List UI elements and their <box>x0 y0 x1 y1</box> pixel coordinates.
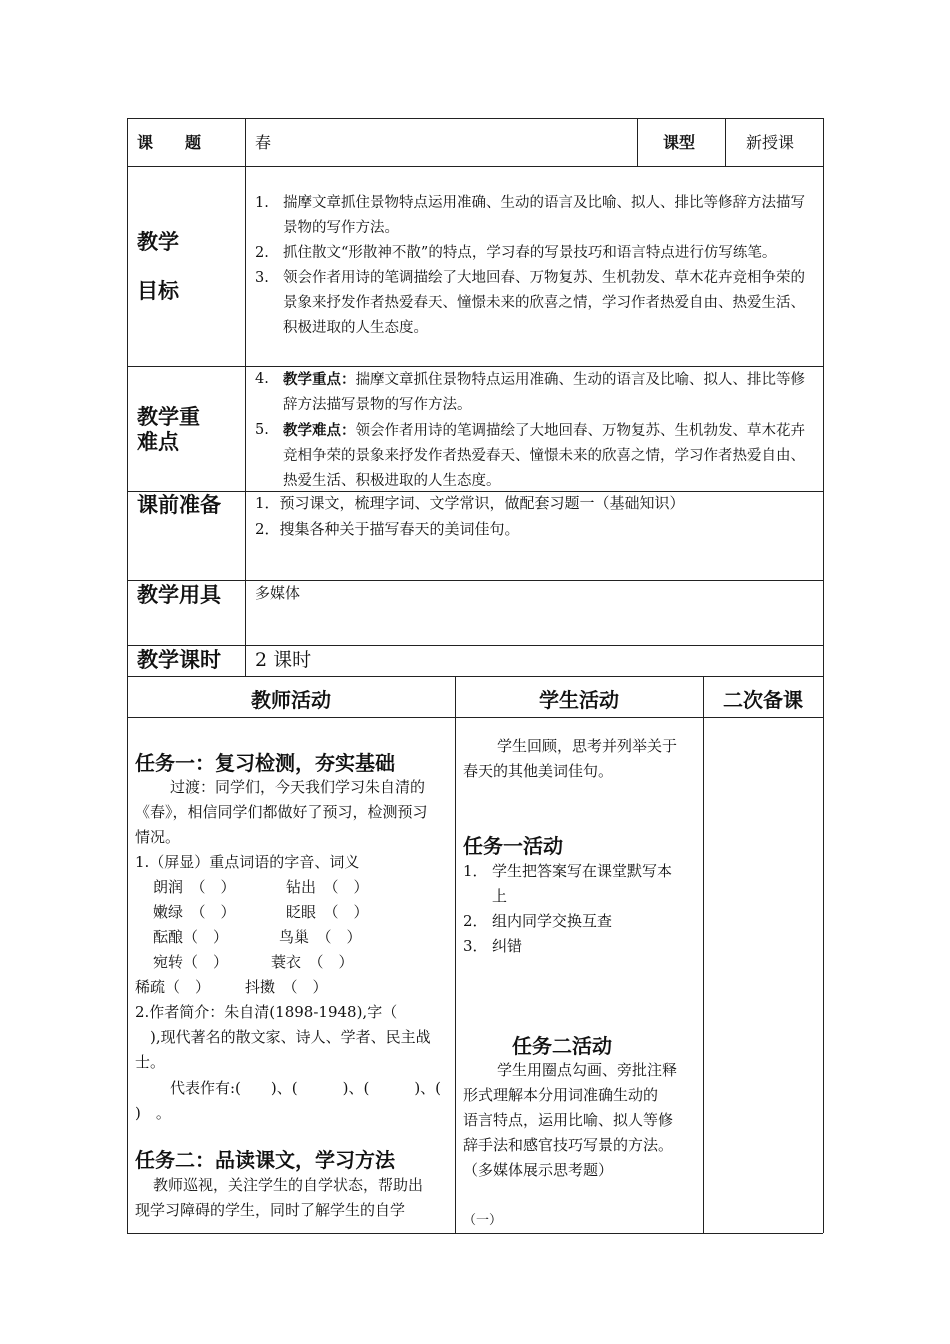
student-task1-text: 纠错 <box>492 937 523 955</box>
table-border <box>127 118 823 119</box>
vocab-item: 抖擞 （ ） <box>245 978 328 996</box>
preparation-item: 1．预习课文，梳理字词、文学常识，做配套习题一（基础知识） <box>255 494 685 512</box>
objectives-label <box>137 228 179 256</box>
teacher-intro: 过渡：同学们，今天我们学习朱自清的 <box>170 778 426 796</box>
vocab-item: 酝酿（ ） <box>153 928 229 946</box>
student-review: 学生回顾，思考并列举关于 <box>497 737 678 755</box>
column-divider <box>725 118 726 166</box>
teacher-works: ) 。 <box>135 1104 171 1122</box>
student-task2-text: 辞手法和感官技巧写景的方法。 <box>463 1136 674 1154</box>
student-task2-text: 学生用圈点勾画、旁批注释 <box>497 1061 678 1079</box>
key-points-label-line1: 教学重 <box>137 404 200 429</box>
student-task1-num: 3． <box>463 937 488 955</box>
type-value: 新授课 <box>746 133 795 152</box>
student-task1-text: 学生把答案写在课堂默写本 <box>492 862 673 880</box>
objectives-label-line2: 目标 <box>137 278 179 303</box>
teacher-intro: 《春》，相信同学们都做好了预习，检测预习 <box>135 803 428 821</box>
list-item <box>255 241 815 266</box>
preparation-item: 2．搜集各种关于描写春天的美词佳句。 <box>255 520 520 538</box>
teacher-question-1: 1.（屏显）重点词语的字音、词义 <box>135 853 360 871</box>
vocab-item: 蓑衣 （ ） <box>271 953 354 971</box>
list-text: 揣摩文章抓住景物特点运用准确、生动的语言及比喻、拟人、排比等修辞方法描写景物的写作方法。 <box>283 195 805 236</box>
list-item <box>255 418 815 494</box>
teacher-activity-header: 教师活动 <box>251 688 331 712</box>
key-points-label <box>137 428 179 456</box>
teacher-intro: 情况。 <box>135 828 181 846</box>
key-points-label-line2: 难点 <box>137 429 179 454</box>
preparation-label: 课前准备 <box>137 492 221 517</box>
list-number: 3. <box>255 270 269 286</box>
student-task1-num: 1． <box>463 862 488 880</box>
objectives-label <box>137 277 179 305</box>
vocab-item: 眨眼 （ ） <box>286 903 369 921</box>
vocab-item: 宛转（ ） <box>153 953 229 971</box>
vocab-item: 稀疏（ ） <box>135 978 211 996</box>
objectives-label-line1: 教学 <box>137 229 179 254</box>
list-text: 揣摩文章抓住景物特点运用准确、生动的语言及比喻、拟人、排比等修辞方法描写景物的写作方法。 <box>283 372 805 413</box>
list-text: 领会作者用诗的笔调描绘了大地回春、万物复苏、生机勃发、草木花卉竞相争荣的景象来抒发作者热爱春天、憧憬未来的欣喜之情，学习作者热爱自由、热爱生活、积极进取的人生态度。 <box>283 423 805 489</box>
teacher-question-2: 士。 <box>135 1053 166 1071</box>
student-activity-header: 学生活动 <box>539 688 619 712</box>
list-item <box>255 191 815 241</box>
student-task2-title: 任务二活动 <box>512 1034 612 1058</box>
topic-label: 课 题 <box>137 133 202 152</box>
column-divider <box>703 676 704 1233</box>
list-number: 1. <box>255 195 269 211</box>
student-task2-text: 形式理解本分用词准确生动的 <box>463 1086 659 1104</box>
vocab-item: 嫩绿 （ ） <box>153 903 236 921</box>
vocab-item: 鸟巢 （ ） <box>279 928 362 946</box>
hours-value: 2 课时 <box>255 649 312 671</box>
column-divider <box>455 676 456 1233</box>
list-item <box>255 266 815 341</box>
list-number: 2. <box>255 245 269 261</box>
student-task1-num: 2． <box>463 912 488 930</box>
type-label: 课型 <box>663 133 696 152</box>
table-border <box>823 118 824 1233</box>
tools-value: 多媒体 <box>255 584 301 602</box>
teacher-question-2: ),现代著名的散文家、诗人、学者、民主战 <box>135 1028 431 1046</box>
student-task1-text: 上 <box>492 887 508 905</box>
key-points-list <box>255 367 815 494</box>
row-divider <box>127 676 823 677</box>
student-task2-text: （多媒体展示思考题） <box>463 1161 614 1179</box>
topic-value: 春 <box>255 133 272 152</box>
row-divider <box>127 166 823 167</box>
teacher-task2-title: 任务二：品读课文，学习方法 <box>135 1148 395 1172</box>
list-number: 5. <box>255 422 269 438</box>
vocab-item: 朗润 （ ） <box>153 878 236 896</box>
student-task2-text: 语言特点，运用比喻、拟人等修 <box>463 1111 674 1129</box>
teacher-question-2: 2.作者简介：朱自清(1898-1948),字（ <box>135 1003 398 1021</box>
table-border <box>127 1233 823 1234</box>
student-part-one: （一） <box>463 1213 503 1228</box>
column-divider <box>637 118 638 166</box>
tools-label: 教学用具 <box>137 582 221 607</box>
difficult-point-title: 教学难点： <box>283 422 356 439</box>
key-point-title: 教学重点： <box>283 371 356 388</box>
hours-label: 教学课时 <box>137 647 221 672</box>
student-review: 春天的其他美词佳句。 <box>463 762 614 780</box>
row-divider <box>127 580 823 581</box>
list-text: 抓住散文“形散神不散”的特点，学习春的写景技巧和语言特点进行仿写练笔。 <box>283 245 777 261</box>
teacher-patrol: 教师巡视，关注学生的自学状态，帮助出 <box>153 1176 424 1194</box>
objectives-list <box>255 191 815 341</box>
row-divider <box>127 645 823 646</box>
teacher-patrol: 现学习障碍的学生，同时了解学生的自学 <box>135 1201 406 1219</box>
student-task1-text: 组内同学交换互查 <box>492 912 613 930</box>
row-divider <box>127 717 823 718</box>
vocab-item: 钻出 （ ） <box>286 878 369 896</box>
key-points-label <box>137 403 200 431</box>
teacher-works: 代表作有:( )、( )、( )、( <box>170 1079 442 1097</box>
column-divider <box>245 118 246 676</box>
list-item <box>255 367 815 418</box>
list-text: 领会作者用诗的笔调描绘了大地回春、万物复苏、生机勃发、草木花卉竞相争荣的景象来抒发作者热爱春天、憧憬未来的欣喜之情，学习作者热爱自由、热爱生活、积极进取的人生态度。 <box>283 270 805 336</box>
student-task1-title: 任务一活动 <box>463 834 563 858</box>
second-prep-header: 二次备课 <box>723 688 803 712</box>
teacher-task1-title: 任务一：复习检测，夯实基础 <box>135 751 395 775</box>
list-number: 4. <box>255 371 269 387</box>
